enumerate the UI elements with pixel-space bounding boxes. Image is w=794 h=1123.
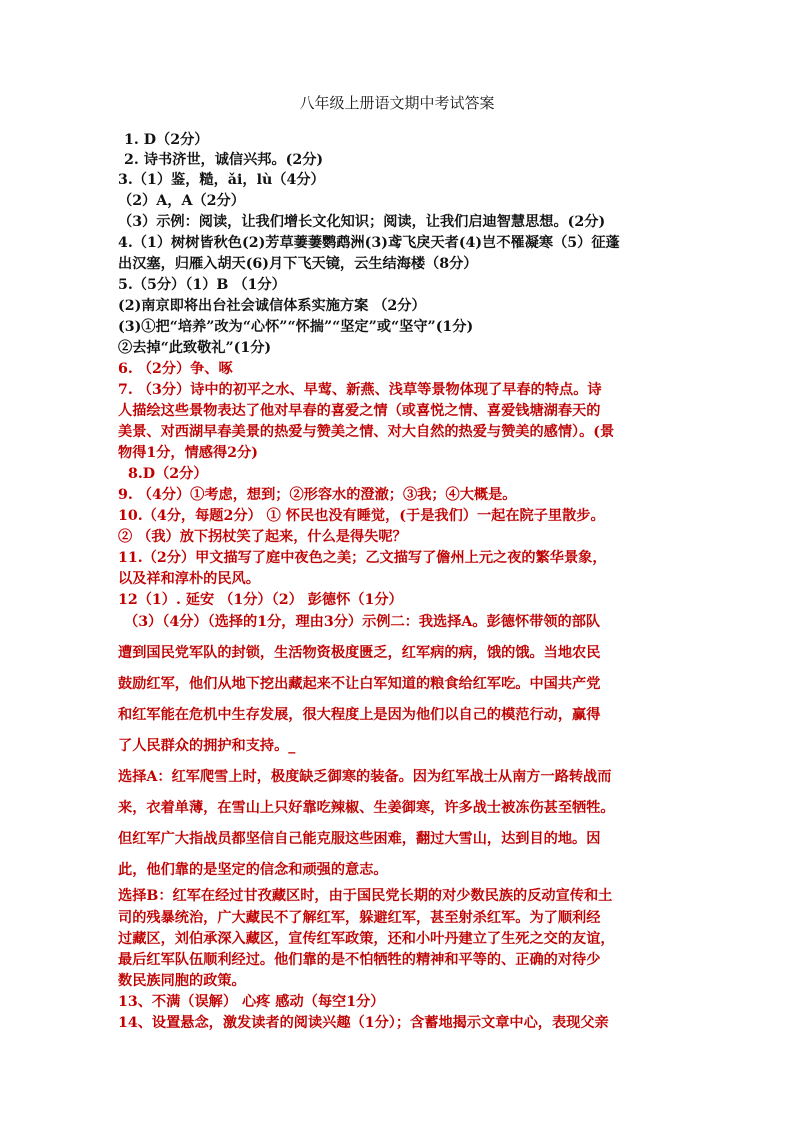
answer-line: 14、设置悬念，激发读者的阅读兴趣（1分）；含蓄地揭示文章中心，表现父亲 bbox=[118, 1015, 609, 1031]
answer-line: 过藏区，刘伯承深入藏区，宣传红军政策，还和小叶丹建立了生死之交的友谊， bbox=[118, 931, 615, 947]
answer-line: 最后红军队伍顺利经过。他们靠的是不怕牺牲的精神和平等的、正确的对待少 bbox=[118, 952, 601, 968]
answer-line: 选择A：红军爬雪上时，极度缺乏御寒的装备。因为红军战士从南方一路转战而 bbox=[118, 769, 612, 785]
answer-line: 选择B：红军在经过甘孜藏区时，由于国民党长期的对少数民族的反动宣传和土 bbox=[118, 888, 613, 904]
answer-line: （3）（4分）（选择的1分，理由3分）示例二：我选择A。彭德怀带领的部队 bbox=[124, 614, 601, 630]
answer-line: 3.（1）鉴，糙，ǎi，lù（4分） bbox=[118, 172, 325, 188]
answer-line: 遭到国民党军队的封锁，生活物资极度匮乏，红军病的病，饿的饿。当地农民 bbox=[118, 645, 601, 661]
answer-line: 6. （2分）争、啄 bbox=[118, 361, 233, 377]
answer-line: (3)①把“培养”改为“心怀”“怀揣”“坚定”或“坚守”(1分) bbox=[118, 319, 474, 335]
answer-line: 10.（4分，每题2分） ① 怀民也没有睡觉，(于是我们）一起在院子里散步。 bbox=[118, 508, 605, 524]
answer-line: ②去掉“此致敬礼”(1分) bbox=[118, 340, 272, 356]
answer-line: 来，衣着单薄，在雪山上只好靠吃辣椒、生姜御寒，许多战士被冻伤甚至牺牲。 bbox=[118, 800, 615, 816]
answer-line: ② （我）放下拐杖笑了起来，什么是得失呢？ bbox=[118, 529, 407, 545]
answer-line: （3）示例：阅读，让我们增长文化知识；阅读，让我们启迪智慧思想。(2分) bbox=[118, 214, 606, 230]
answer-line: 13、不满（误解） 心疼 感动（每空1分） bbox=[118, 994, 385, 1010]
answer-line: 12（1）. 延安 （1分）（2） 彭德怀（1分） bbox=[118, 592, 403, 608]
answer-line: 出汉塞，归雁入胡天(6)月下飞天镜，云生结海楼（8分） bbox=[118, 256, 478, 272]
answer-line: （2）A，A（2分） bbox=[118, 193, 245, 209]
answer-line: 司的残暴统治，广大藏民不了解红军，躲避红军，甚至射杀红军。为了顺利经 bbox=[118, 910, 601, 926]
answer-line: 5.（5分）（1）B （1分） bbox=[118, 277, 286, 293]
document-title: 八年级上册语文期中考试答案 bbox=[299, 94, 495, 112]
answer-line: 物得1分，情感得2分) bbox=[118, 445, 258, 461]
answer-line: 7. （3分）诗中的初平之水、早莺、新燕、浅草等景物体现了早春的特点。诗 bbox=[118, 382, 602, 398]
answer-line: 但红军广大指战员都坚信自己能克服这些困难，翻过大雪山，达到目的地。因 bbox=[118, 831, 601, 847]
answer-line: 人描绘这些景物表达了他对早春的喜爱之情（或喜悦之情、喜爱钱塘湖春天的 bbox=[118, 403, 601, 419]
answer-line: 8.D（2分） bbox=[128, 466, 208, 482]
answer-line: 1. D（2分） bbox=[124, 132, 209, 148]
answer-line: 2. 诗书济世，诚信兴邦。(2分) bbox=[124, 152, 324, 168]
answer-line: (2)南京即将出台社会诚信体系实施方案 （2分） bbox=[118, 298, 426, 314]
answer-line: 11.（2分）甲文描写了庭中夜色之美；乙文描写了儋州上元之夜的繁华景象， bbox=[118, 550, 607, 566]
answer-line: 了人民群众的拥护和支持。_ bbox=[118, 738, 296, 754]
answer-line: 4.（1）树树皆秋色(2)芳草萋萋鹦鹉洲(3)鸢飞戾天者(4)岂不罹凝寒（5）征蓬 bbox=[118, 235, 620, 251]
answer-line: 和红军能在危机中生存发展，很大程度上是因为他们以自己的模范行动，赢得 bbox=[118, 707, 601, 723]
answer-line: 鼓励红军，他们从地下挖出藏起来不让白军知道的粮食给红军吃。中国共产党 bbox=[118, 676, 601, 692]
answer-line: 以及祥和淳朴的民风。 bbox=[118, 571, 260, 587]
answer-line: 数民族同胞的政策。 bbox=[118, 973, 246, 989]
answer-line: 9. （4分）①考虑，想到；②形容水的澄澈；③我；④大概是。 bbox=[118, 487, 517, 503]
answer-line: 美景、对西湖早春美景的热爱与赞美之情、对大自然的热爱与赞美的感情）。(景 bbox=[118, 424, 615, 440]
answer-line: 此，他们靠的是坚定的信念和顽强的意志。 bbox=[118, 862, 388, 878]
